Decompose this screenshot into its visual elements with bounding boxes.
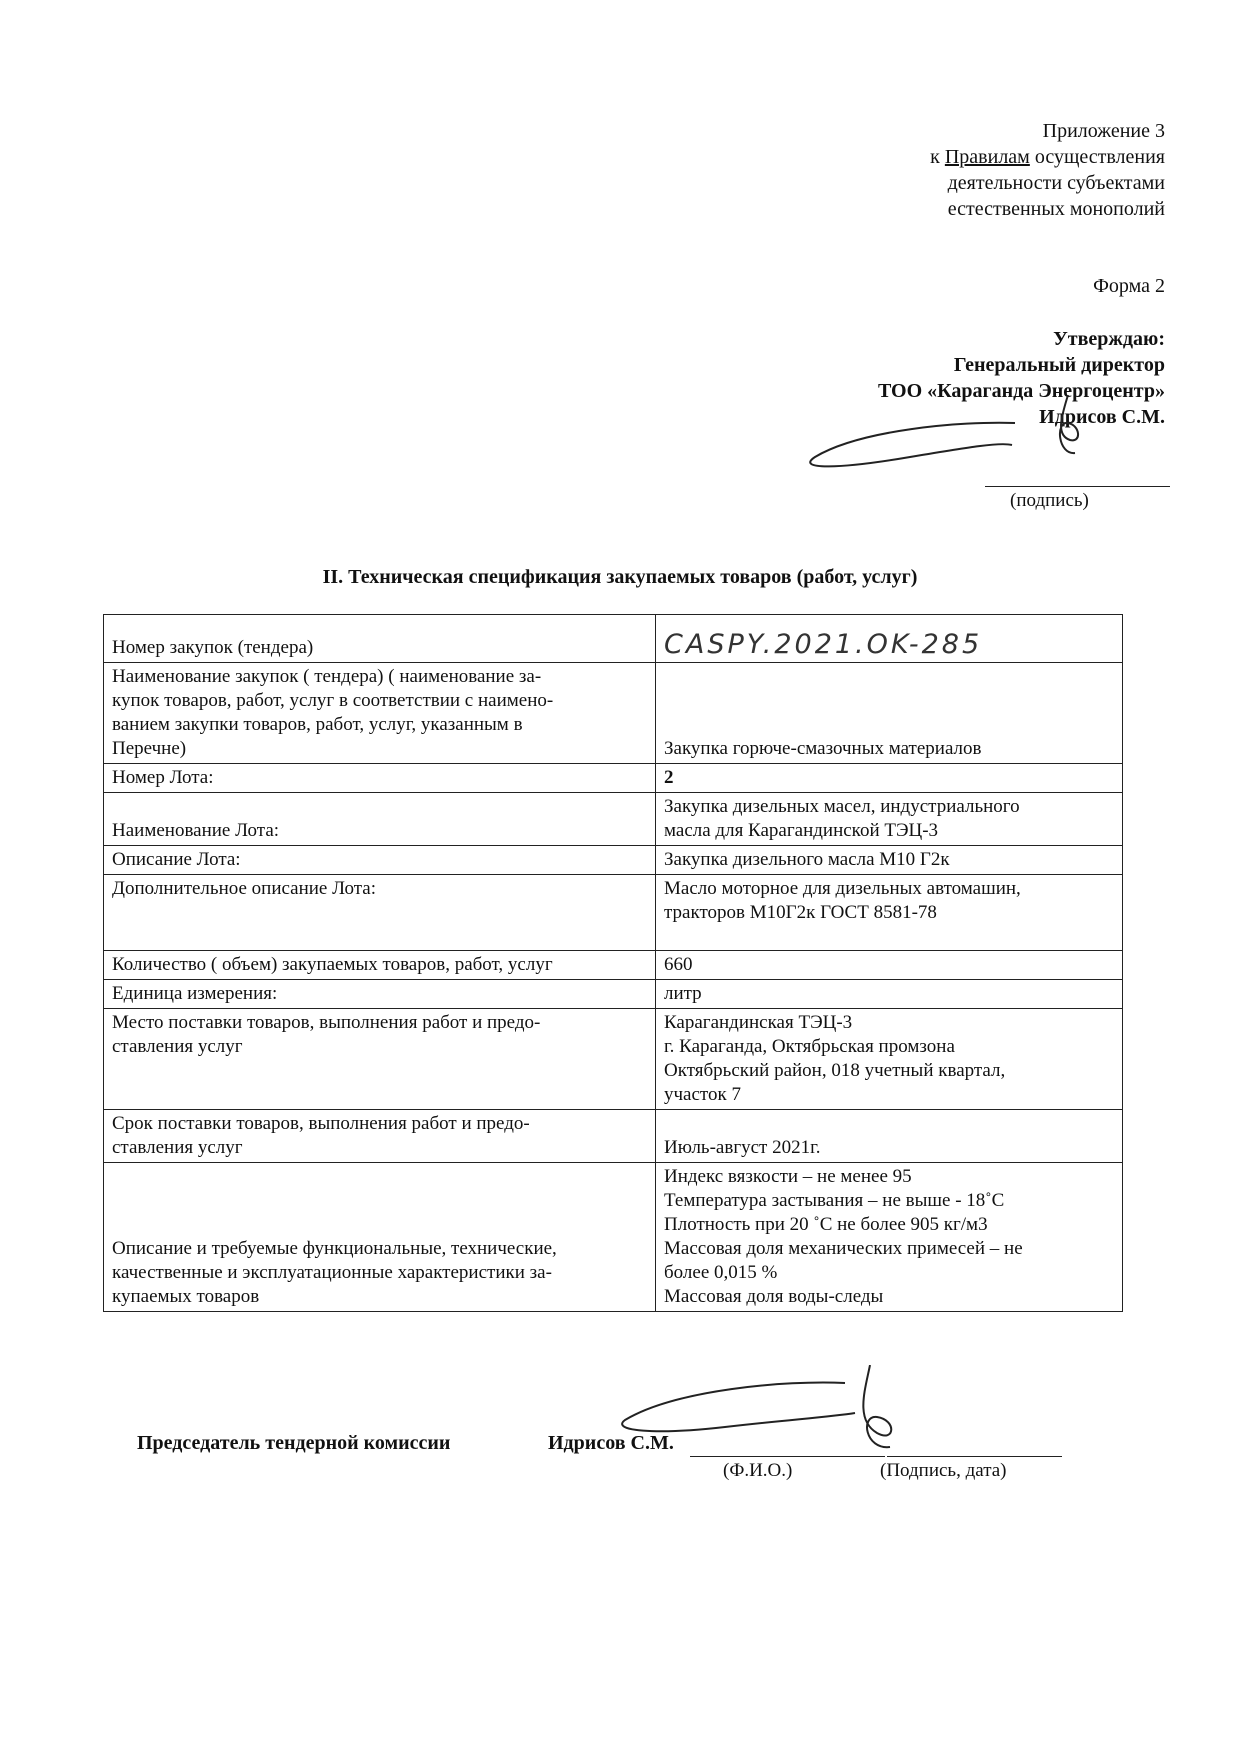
row-label bbox=[104, 1009, 656, 1110]
value-line: Закупка дизельных масел, индустриального bbox=[664, 796, 1020, 817]
row-label: Единица измерения: bbox=[104, 980, 656, 1009]
section-title: II. Техническая спецификация закупаемых товаров (работ, услуг) bbox=[322, 566, 918, 588]
appendix-line-4: естественных монополий bbox=[947, 198, 1165, 220]
approval-position: Генеральный директор bbox=[953, 354, 1165, 376]
table-row bbox=[104, 875, 1123, 951]
table-row bbox=[104, 663, 1123, 764]
value-line: Массовая доля механических примесей – не bbox=[664, 1238, 1023, 1259]
value-line: Индекс вязкости – не менее 95 bbox=[664, 1166, 912, 1187]
approval-name: Идрисов С.М. bbox=[1039, 406, 1165, 428]
fio-caption: (Ф.И.О.) bbox=[723, 1460, 793, 1481]
table-row bbox=[104, 951, 1123, 980]
value-line: участок 7 bbox=[664, 1084, 741, 1105]
appendix-prefix: к bbox=[930, 146, 945, 168]
approval-title: Утверждаю: bbox=[1053, 328, 1165, 350]
label-line: Наименование закупок ( тендера) ( наименование за- bbox=[112, 666, 542, 687]
row-label: Дополнительное описание Лота: bbox=[104, 875, 656, 951]
value-line: Масло моторное для дизельных автомашин, bbox=[664, 878, 1021, 899]
signature-line bbox=[985, 486, 1170, 487]
signature-date-caption: (Подпись, дата) bbox=[880, 1460, 1007, 1481]
value-line: Плотность при 20 ˚С не более 905 кг/м3 bbox=[664, 1214, 988, 1235]
fio-line bbox=[690, 1456, 885, 1457]
row-label: Описание Лота: bbox=[104, 846, 656, 875]
value-line: Карагандинская ТЭЦ-3 bbox=[664, 1012, 853, 1033]
table-row bbox=[104, 615, 1123, 663]
row-value: 660 bbox=[656, 951, 1123, 980]
chairman-label: Председатель тендерной комиссии bbox=[137, 1432, 451, 1454]
row-value bbox=[656, 1163, 1123, 1312]
value-line: более 0,015 % bbox=[664, 1262, 778, 1283]
value-line: г. Караганда, Октябрьская промзона bbox=[664, 1036, 955, 1057]
rules-link[interactable]: Правилам bbox=[944, 146, 1030, 168]
table-row bbox=[104, 1009, 1123, 1110]
label-line: Описание и требуемые функциональные, технические, bbox=[112, 1238, 557, 1259]
label-line: Перечне) bbox=[112, 738, 187, 759]
row-value bbox=[656, 875, 1123, 951]
label-line: Срок поставки товаров, выполнения работ и предо- bbox=[112, 1113, 530, 1134]
row-label: Номер Лота: bbox=[104, 764, 656, 793]
signature-caption: (подпись) bbox=[1010, 490, 1089, 511]
row-label: Количество ( объем) закупаемых товаров, работ, услуг bbox=[104, 951, 656, 980]
label-line: купаемых товаров bbox=[112, 1286, 260, 1307]
row-label: Номер закупок (тендера) bbox=[104, 615, 656, 663]
table-row bbox=[104, 1110, 1123, 1163]
label-line: ставления услуг bbox=[112, 1137, 243, 1158]
row-value: 2 bbox=[656, 764, 1123, 793]
appendix-line-2 bbox=[930, 144, 1165, 170]
label-line: Место поставки товаров, выполнения работ и предо- bbox=[112, 1012, 541, 1033]
row-value: Закупка горюче-смазочных материалов bbox=[656, 663, 1123, 764]
row-label: Наименование Лота: bbox=[104, 793, 656, 846]
row-value: Закупка дизельного масла М10 Г2к bbox=[656, 846, 1123, 875]
row-value: литр bbox=[656, 980, 1123, 1009]
value-line: Октябрьский район, 018 учетный квартал, bbox=[664, 1060, 1006, 1081]
value-line: тракторов М10Г2к ГОСТ 8581-78 bbox=[664, 902, 937, 923]
appendix-line-1: Приложение 3 bbox=[1042, 120, 1165, 142]
spec-table bbox=[103, 614, 1123, 1312]
label-line: ставления услуг bbox=[112, 1036, 243, 1057]
row-value bbox=[656, 1009, 1123, 1110]
table-row bbox=[104, 764, 1123, 793]
appendix-suffix: осуществления bbox=[1029, 146, 1165, 168]
label-line: качественные и эксплуатационные характеристики за- bbox=[112, 1262, 552, 1283]
row-value bbox=[656, 793, 1123, 846]
value-line: Массовая доля воды-следы bbox=[664, 1286, 884, 1307]
appendix-header bbox=[930, 118, 1165, 222]
label-line: купок товаров, работ, услуг в соответствии с наимено- bbox=[112, 690, 554, 711]
appendix-line-3: деятельности субъектами bbox=[947, 172, 1165, 194]
label-line: ванием закупки товаров, работ, услуг, указанным в bbox=[112, 714, 523, 735]
table-row bbox=[104, 793, 1123, 846]
table-row bbox=[104, 846, 1123, 875]
handwritten-tender-number: CASPY.2021.OK-285 bbox=[664, 629, 983, 660]
approval-org: ТОО «Караганда Энергоцентр» bbox=[877, 380, 1165, 402]
signature-date-line bbox=[887, 1456, 1062, 1457]
row-label bbox=[104, 663, 656, 764]
value-line: Температура застывания – не выше - 18˚С bbox=[664, 1190, 1005, 1211]
table-row bbox=[104, 980, 1123, 1009]
row-label bbox=[104, 1110, 656, 1163]
row-value: Июль-август 2021г. bbox=[656, 1110, 1123, 1163]
row-value bbox=[656, 615, 1123, 663]
chairman-name: Идрисов С.М. bbox=[548, 1432, 674, 1454]
table-row bbox=[104, 1163, 1123, 1312]
row-label bbox=[104, 1163, 656, 1312]
director-signature bbox=[800, 395, 1120, 485]
value-line: масла для Карагандинской ТЭЦ-3 bbox=[664, 820, 939, 841]
form-number: Форма 2 bbox=[1093, 275, 1165, 297]
